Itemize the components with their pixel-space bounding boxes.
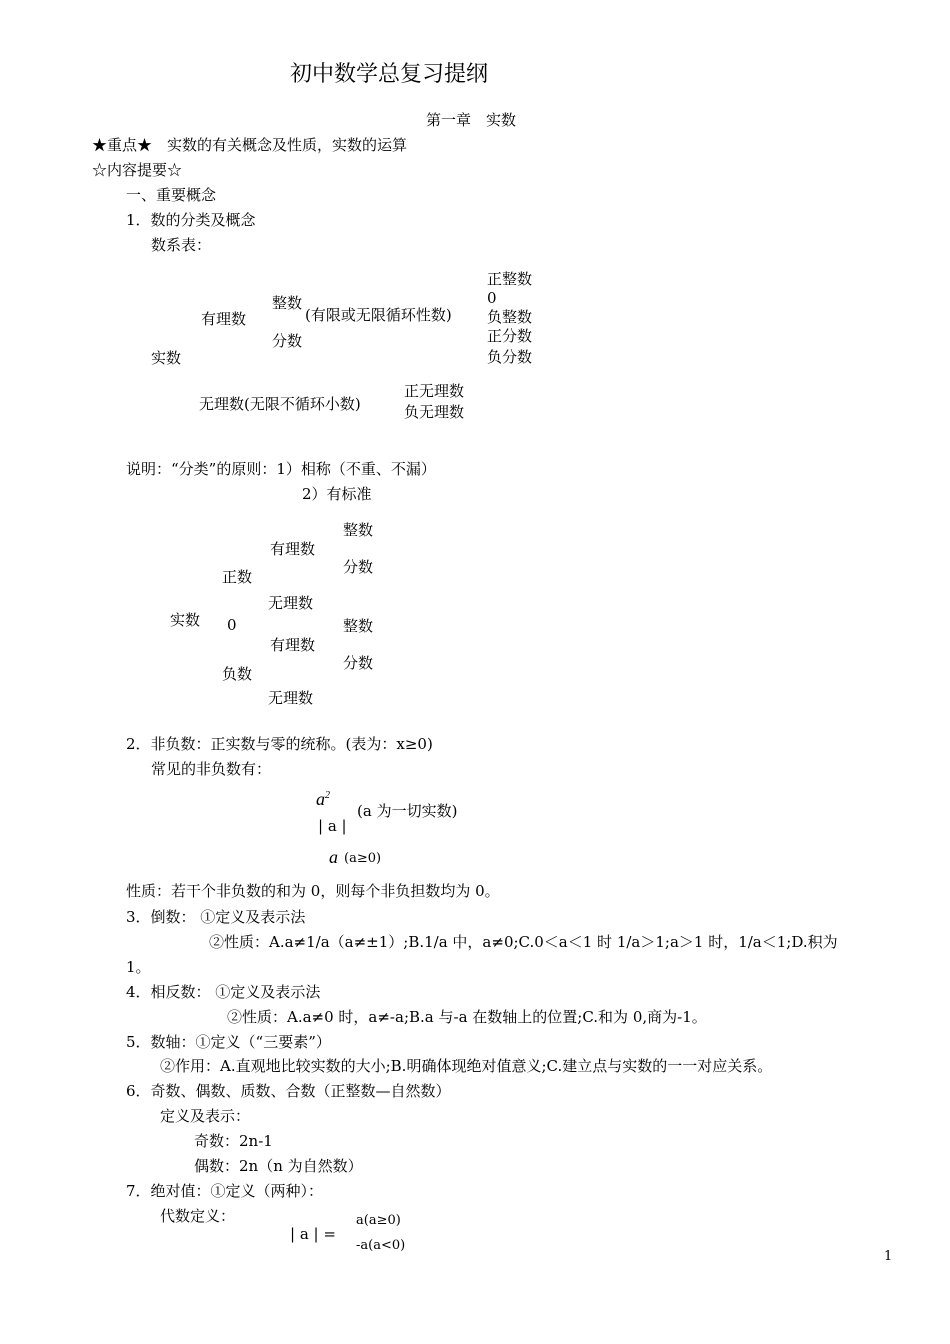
number-table-label: 数系表： xyxy=(151,236,212,254)
key-points: ★重点★ 实数的有关概念及性质，实数的运算 xyxy=(92,136,408,154)
abs-equation: | a | = xyxy=(290,1225,336,1243)
formula-sqrt-a: a xyxy=(329,847,338,867)
formula-condition: (a≥0) xyxy=(344,851,382,866)
classification-note-2: 2）有标准 xyxy=(302,485,372,503)
chapter-heading: 第一章 实数 xyxy=(426,111,517,129)
classification-note-1: 说明：“分类”的原则：1）相称（不重、不漏） xyxy=(126,460,436,478)
reciprocal-property-cont: 1。 xyxy=(126,958,151,976)
page-number: 1 xyxy=(884,1249,893,1264)
tree2-integer-1: 整数 xyxy=(343,521,374,539)
item4-heading: 4．相反数： ①定义及表示法 xyxy=(126,983,321,1001)
item3-heading: 3．倒数： ①定义及表示法 xyxy=(126,908,306,926)
tree2-real: 实数 xyxy=(170,611,201,629)
even-number: 偶数：2n（n 为自然数） xyxy=(194,1157,363,1175)
tree2-irrational-2: 无理数 xyxy=(268,689,314,707)
abs-case-2: -a(a<0) xyxy=(356,1238,406,1253)
tree1-zero: 0 xyxy=(487,289,497,307)
tree1-real: 实数 xyxy=(151,349,182,367)
tree1-irrational: 无理数(无限不循环小数) xyxy=(199,395,361,413)
algebraic-definition: 代数定义： xyxy=(160,1207,236,1225)
tree1-neg-frac: 负分数 xyxy=(487,348,533,366)
opposite-property: ②性质：A.a≠0 时，a≠-a;B.a 与-a 在数轴上的位置;C.和为 0,商为-1。 xyxy=(227,1008,707,1026)
var-a: a xyxy=(316,789,325,809)
summary-header: ☆内容提要☆ xyxy=(92,161,183,179)
tree2-fraction-1: 分数 xyxy=(343,558,374,576)
tree2-positive: 正数 xyxy=(222,568,253,586)
item2-heading: 2．非负数：正实数与零的统称。(表为：x≥0) xyxy=(126,735,433,753)
tree2-fraction-2: 分数 xyxy=(343,654,374,672)
page-title: 初中数学总复习提纲 xyxy=(290,62,489,87)
tree2-rational-2: 有理数 xyxy=(270,636,316,654)
nonnegative-property: 性质：若干个非负数的和为 0，则每个非负担数均为 0。 xyxy=(126,882,500,900)
reciprocal-property: ②性质：A.a≠1/a（a≠±1）;B.1/a 中，a≠0;C.0＜a＜1 时 1/a＞1;a＞1 时，1/a＜1;D.积为 xyxy=(209,933,838,951)
item7-heading: 7．绝对值：①定义（两种）： xyxy=(126,1182,324,1200)
tree2-rational-1: 有理数 xyxy=(270,540,316,558)
definition-label: 定义及表示： xyxy=(160,1107,251,1125)
section-heading: 一、重要概念 xyxy=(126,186,217,204)
tree1-pos-frac: 正分数 xyxy=(487,327,533,345)
item5-heading: 5．数轴：①定义（“三要素”） xyxy=(126,1033,331,1051)
common-nonnegatives: 常见的非负数有： xyxy=(151,760,272,778)
tree1-fraction: 分数 xyxy=(272,332,303,350)
item6-heading: 6．奇数、偶数、质数、合数（正整数—自然数） xyxy=(126,1082,451,1100)
tree1-pos-int: 正整数 xyxy=(487,270,533,288)
tree1-pos-irr: 正无理数 xyxy=(404,382,465,400)
odd-number: 奇数：2n-1 xyxy=(194,1132,273,1150)
exponent: 2 xyxy=(325,790,330,801)
tree1-integer: 整数 xyxy=(272,294,303,312)
tree2-irrational-1: 无理数 xyxy=(268,594,314,612)
item1-heading: 1．数的分类及概念 xyxy=(126,211,256,229)
tree1-neg-int: 负整数 xyxy=(487,308,533,326)
abs-case-1: a(a≥0) xyxy=(356,1213,401,1228)
number-line-use: ②作用：A.直观地比较实数的大小;B.明确体现绝对值意义;C.建立点与实数的一一对应关系。 xyxy=(160,1057,773,1075)
tree2-zero: 0 xyxy=(227,616,237,634)
tree1-fraction-note: (有限或无限循环性数) xyxy=(305,306,452,324)
tree1-neg-irr: 负无理数 xyxy=(404,403,465,421)
tree1-rational: 有理数 xyxy=(201,310,247,328)
formula-abs-a: | a | xyxy=(318,817,347,835)
formula-a-squared xyxy=(316,789,330,811)
tree2-integer-2: 整数 xyxy=(343,617,374,635)
tree2-negative: 负数 xyxy=(222,665,253,683)
formula-all-real: (a 为一切实数) xyxy=(357,802,458,820)
